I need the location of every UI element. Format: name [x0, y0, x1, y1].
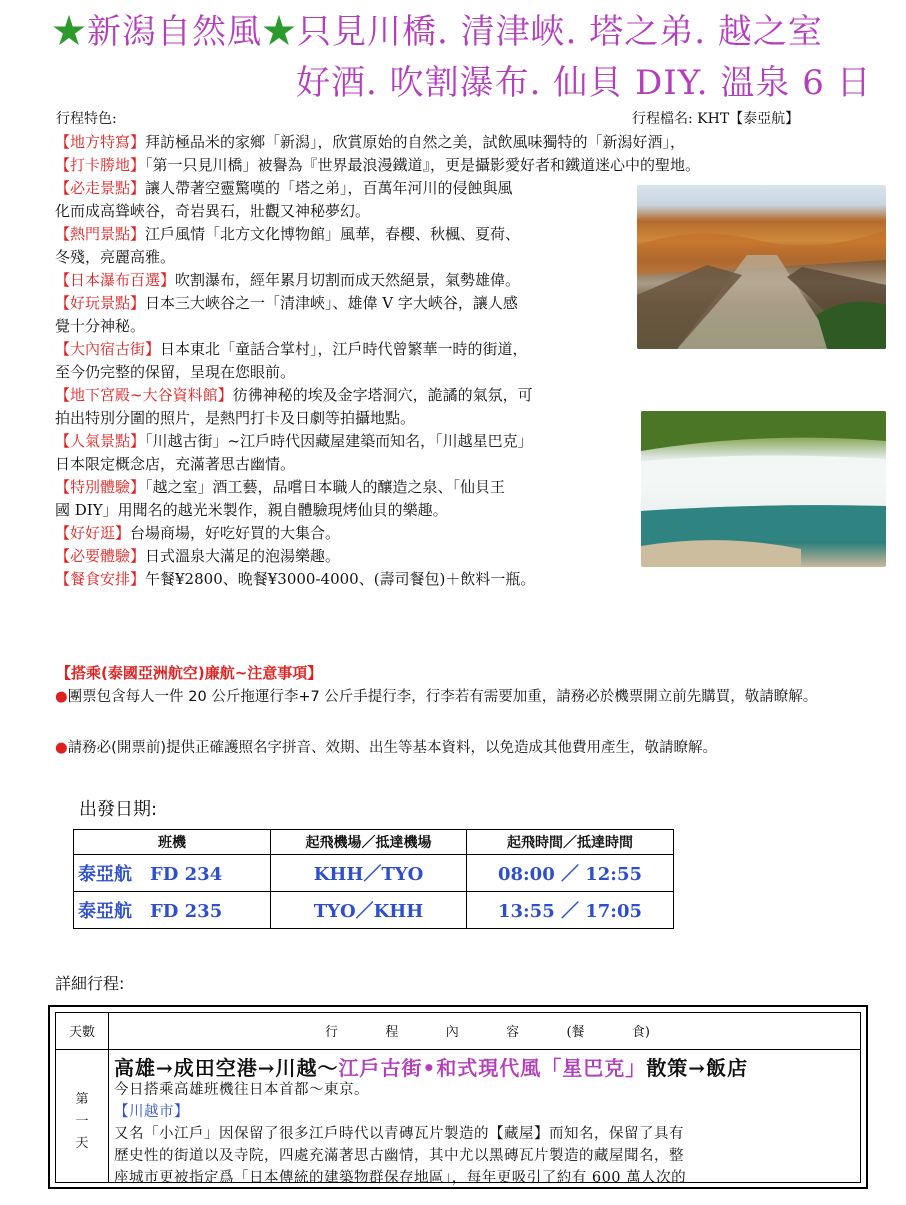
- day-label-char: 一: [75, 1114, 89, 1129]
- feature-line: [55, 200, 370, 223]
- star-icon: ★: [262, 12, 297, 52]
- flight-number: 泰亞航 FD 235: [74, 892, 271, 929]
- feature-text: 日本限定概念店，充滿著思古幽情。: [55, 455, 296, 473]
- flight-times: 13:55 ／ 17:05: [467, 892, 674, 929]
- column-header-airports: 起飛機場／抵達機場: [271, 830, 467, 855]
- feature-line: [55, 131, 685, 154]
- notice-heading: 【搭乘(泰國亞洲航空)廉航~注意事項】: [56, 664, 323, 682]
- feature-line: [55, 407, 415, 430]
- waterfall-photo: [641, 411, 886, 567]
- title-text: 新潟自然風: [87, 12, 262, 52]
- feature-text: 吹割瀑布，經年累月切割而成天然絕景，氣勢雄偉。: [175, 271, 521, 289]
- feature-tag: 【餐食安排】: [55, 570, 146, 588]
- feature-text: 江戶風情「北方文化博物館」風華，春櫻、秋楓、夏荷、: [145, 225, 521, 243]
- feature-text: 「越之室」酒工藝，品嚐日本職人的釀造之泉、「仙貝王: [145, 478, 506, 496]
- flight-airports: KHH／TYO: [271, 855, 467, 892]
- description-line: 又名「小江戶」因保留了很多江戶時代以青磚瓦片製造的【藏屋】而知名，保留了具有: [114, 1126, 684, 1142]
- day-description: [114, 1079, 866, 1189]
- notice-text: 團票包含每人一件 20 公斤拖運行李+7 公斤手提行李，行李若有需要加重，請務必於機票開立前先購買，敬請瞭解。: [67, 689, 818, 705]
- features-label: 行程特色:: [56, 111, 117, 127]
- description-line: 歷史性的街道以及寺院，四處充滿著思古幽情，其中尤以黑磚瓦片製造的藏屋聞名，整: [114, 1148, 684, 1164]
- feature-line: [55, 154, 700, 177]
- flight-airports: TYO／KHH: [271, 892, 467, 929]
- day-title-highlight: 和式現代風「星巴克」: [436, 1056, 647, 1080]
- notice-text: 請務必(開票前)提供正確護照名字拼音、效期、出生等基本資料，以免造成其他費用產生，敬請瞭解。: [67, 740, 717, 756]
- feature-tag: 【日本瀑布百選】: [55, 271, 176, 289]
- feature-line: [55, 545, 340, 568]
- table-row: [74, 892, 674, 929]
- feature-text: 午餐¥2800、晚餐¥3000-4000、(壽司餐包)＋飲料一瓶。: [145, 570, 536, 588]
- description-line: 座城市更被指定爲「日本傳統的建築物群保存地區」，每年更吸引了約有 600 萬人次的: [114, 1170, 687, 1186]
- feature-tag: 【地下宮殿~大谷資料館】: [55, 386, 233, 404]
- feature-text: 拍出特別分圍的照片，是熱門打卡及日劇等拍攝地點。: [55, 409, 416, 427]
- feature-text: 日本三大峽谷之一「清津峽」、雄偉 V 字大峽谷，讓人感: [145, 294, 518, 312]
- day-title-part: 高雄→成田空港→川越～: [114, 1056, 339, 1080]
- content-header-char: (餐: [566, 1025, 585, 1040]
- area-heading: 【川越市】: [114, 1104, 189, 1120]
- star-icon: ★: [52, 12, 87, 52]
- feature-line: [55, 246, 175, 269]
- feature-line: [55, 269, 520, 292]
- bullet-icon: ●: [55, 740, 68, 756]
- feature-tag: 【人氣景點】: [55, 432, 146, 450]
- bullet-icon: ●: [55, 689, 68, 705]
- feature-line: [55, 338, 528, 361]
- feature-text: 日式溫泉大滿足的泡湯樂趣。: [145, 547, 341, 565]
- content-header-char: 容: [506, 1025, 520, 1040]
- description-line: 今日搭乘高雄班機往日本首都～東京。: [114, 1082, 369, 1098]
- feature-tag: 【必走景點】: [55, 179, 146, 197]
- feature-line: [55, 568, 535, 591]
- feature-line: [55, 177, 513, 200]
- feature-text: 冬殘，亮麗高雅。: [55, 248, 176, 266]
- feature-tag: 【好好逛】: [55, 524, 131, 542]
- feature-line: [55, 361, 295, 384]
- itinerary-heading: 詳細行程:: [55, 974, 125, 993]
- content-header-char: 食): [631, 1025, 650, 1040]
- feature-tag: 【打卡勝地】: [55, 156, 146, 174]
- feature-text: 覺十分神秘。: [55, 317, 146, 335]
- page-title-line-1: [52, 12, 823, 52]
- feature-line: [55, 522, 340, 545]
- departure-heading: 出發日期:: [79, 799, 158, 820]
- column-header-times: 起飛時間／抵達時間: [467, 830, 674, 855]
- feature-line: [55, 315, 145, 338]
- feature-tag: 【好玩景點】: [55, 294, 146, 312]
- feature-line: [55, 499, 448, 522]
- feature-text: 彷彿神秘的埃及金字塔洞穴，詭譎的氣氛，可: [232, 386, 533, 404]
- notice-item: [55, 737, 875, 759]
- feature-text: 至今仍完整的保留，呈現在您眼前。: [55, 363, 296, 381]
- header-divider: [56, 1049, 860, 1050]
- page-title-line-2: 好酒. 吹割瀑布. 仙貝 DIY. 溫泉 6 日: [296, 63, 872, 103]
- feature-line: [55, 223, 520, 246]
- feature-line: [55, 384, 533, 407]
- content-column-header: [109, 1021, 860, 1040]
- feature-text: 「第一只見川橋」被譽為『世界最浪漫鐵道』，更是攝影愛好者和鐵道迷心中的聖地。: [145, 156, 701, 174]
- notice-item: [55, 686, 875, 708]
- village-photo: [637, 185, 886, 349]
- column-header-flight: 班機: [74, 830, 271, 855]
- day-label-char: 天: [75, 1136, 89, 1151]
- day-title: [114, 1052, 748, 1081]
- feature-text: 國 DIY」用聞名的越光米製作，親自體驗現烤仙貝的樂趣。: [55, 501, 448, 519]
- day-label: [56, 1089, 108, 1155]
- feature-tag: 【特別體驗】: [55, 478, 146, 496]
- content-header-char: 行: [325, 1025, 339, 1040]
- feature-line: [55, 476, 505, 499]
- content-header-char: 程: [385, 1025, 399, 1040]
- feature-text: 拜訪極品米的家鄉「新潟」，欣賞原始的自然之美，試飲風味獨特的「新潟好酒」，: [145, 133, 686, 151]
- itinerary-table-inner: [55, 1012, 861, 1186]
- day-label-char: 第: [75, 1092, 89, 1107]
- itinerary-table: [48, 1005, 868, 1189]
- feature-tag: 【地方特寫】: [55, 133, 146, 151]
- title-text: 只見川橋. 清津峽. 塔之弟. 越之室: [297, 12, 823, 52]
- feature-text: 「川越古街」~江戶時代因藏屋建築而知名，「川越星巴克」: [145, 432, 533, 450]
- feature-line: [55, 453, 295, 476]
- day-column-header: 天數: [68, 1025, 95, 1040]
- table-row: [74, 855, 674, 892]
- feature-text: 化而成高聳峽谷，奇岩異石，壯觀又神秘夢幻。: [55, 202, 371, 220]
- bullet-icon: •: [422, 1056, 437, 1080]
- feature-tag: 【必要體驗】: [55, 547, 146, 565]
- feature-tag: 【大內宿古街】: [55, 340, 161, 358]
- feature-text: 台場商場，好吃好買的大集合。: [130, 524, 341, 542]
- flight-table: [73, 829, 674, 929]
- day-title-part: 散策→飯店: [646, 1056, 749, 1080]
- flight-table-header: [74, 830, 674, 855]
- feature-line: [55, 292, 518, 315]
- file-name-label: 行程檔名: KHT【泰亞航】: [632, 111, 800, 127]
- feature-text: 日本東北「童話合掌村」，江戶時代曾繁華一時的街道，: [160, 340, 528, 358]
- flight-number: 泰亞航 FD 234: [74, 855, 271, 892]
- feature-tag: 【熱門景點】: [55, 225, 146, 243]
- feature-line: [55, 430, 533, 453]
- feature-text: 讓人帶著空靈驚嘆的「塔之弟」，百萬年河川的侵蝕與風: [145, 179, 513, 197]
- content-header-char: 內: [445, 1025, 459, 1040]
- flight-times: 08:00 ／ 12:55: [467, 855, 674, 892]
- day-title-highlight: 江戶古街: [338, 1056, 423, 1080]
